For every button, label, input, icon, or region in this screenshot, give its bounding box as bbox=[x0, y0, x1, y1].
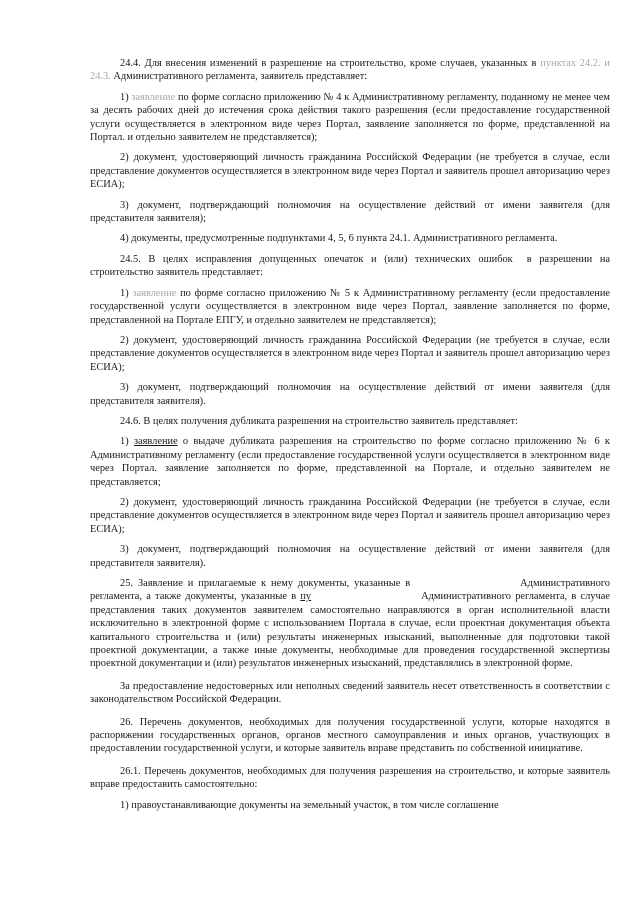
text: Административного регламента, в случае представления таких документов заявителем самостоятельно направляются в орган исполнительной власти исключительно в электронной форме с использованием Портала в случае, если проектная документация объекта капитального строительства и (или) результаты инженерных изысканий, выполненные для подготовки такой проектной документации, а также иные документы, необходимые для проведения государственной экспертизы проектной документации и (или) результатов инженерных изысканий, представлялись в электронной форме. bbox=[90, 591, 610, 670]
paragraph-24-5-item-3: 3) документ, подтверждающий полномочия на осуществление действий от имени заявителя (для представителя заявителя). bbox=[90, 382, 610, 407]
paragraph-24-6: 24.6. В целях получения дубликата разрешения на строительство заявитель представляет: bbox=[120, 415, 518, 427]
paragraph-24-5-item-2: 2) документ, удостоверяющий личность гражданина Российской Федерации (не требуется в случае, если представление документов осуществляется в электронном виде через Портал и заявитель прошел авторизацию через ЕСИА); bbox=[90, 334, 610, 373]
application-link[interactable]: заявление bbox=[132, 287, 177, 299]
paragraph-24-6-item-3: 3) документ, подтверждающий полномочия на осуществление действий от имени заявителя (для представителя заявителя). bbox=[90, 544, 610, 569]
paragraph-24-5-item-1 bbox=[90, 287, 610, 327]
reference-link[interactable]: пунктах 24.2. и 24.3. bbox=[90, 58, 610, 83]
text: 25. Заявление и прилагаемые к нему документы, указанные в bbox=[120, 578, 411, 589]
paragraph-26-1-item-1: 1) правоустанавливающие документы на земельный участок, в том числе соглашение bbox=[120, 799, 499, 811]
paragraph-24-6-item-2: 2) документ, удостоверяющий личность гражданина Российской Федерации (не требуется в случае, если представление документов осуществляется в электронном виде через Портал и заявитель прошел авторизацию через ЕСИА); bbox=[90, 496, 610, 535]
paragraph-24-4-item-1 bbox=[90, 91, 610, 145]
text: по форме согласно приложению № 5 к Административному регламенту (если предоставление государственной услуги осуществляется в электронном виде через Портал, заявление заполняется по форме, представленной на Портале ЕПГУ, и отдельно заявителем не представляется); bbox=[90, 287, 610, 326]
paragraph-24-6-item-1 bbox=[90, 435, 610, 489]
text: 1) bbox=[120, 436, 134, 448]
text: Административного регламента, заявитель представляет: bbox=[110, 71, 368, 83]
paragraph-responsibility: За предоставление недостоверных или неполных сведений заявитель несет ответственность в соответствии с законодательством Российской Федерации. bbox=[90, 680, 610, 706]
paragraph-24-4-item-3: 3) документ, подтверждающий полномочия на осуществление действий от имени заявителя (для представителя заявителя); bbox=[90, 199, 610, 225]
paragraph-25 bbox=[90, 577, 610, 671]
application-link[interactable]: заявление bbox=[131, 91, 176, 103]
paragraph-26-1: 26.1. Перечень документов, необходимых для получения разрешения на строительство, и которые заявитель вправе предоставить самостоятельно: bbox=[90, 765, 610, 791]
text: по форме согласно приложению № 4 к Административному регламенту, поданному не менее чем за десять рабочих дней до истечения срока действия такого разрешения (если предоставление государственной услуги осуществляется в электронном виде через Портал, заявление заполняется по форме, представленной на Портал. и отдельно заявителем не представляется); bbox=[90, 91, 610, 144]
text: 1) bbox=[120, 287, 133, 299]
text: 24.4. Для внесения изменений в разрешение на строительство, кроме случаев, указанных в bbox=[120, 58, 541, 69]
text: в разрешении на строительство заявитель представляет: bbox=[90, 253, 610, 279]
text: 1) bbox=[120, 91, 132, 103]
paragraph-24-4-item-4: 4) документы, предусмотренные подпунктами 4, 5, 6 пункта 24.1. Административного регламента. bbox=[120, 233, 558, 245]
paragraph-24-4-item-2: 2) документ, удостоверяющий личность гражданина Российской Федерации (не требуется в случае, если представление документов осуществляется в электронном виде через Портал и заявитель прошел авторизацию через ЕСИА); bbox=[90, 152, 610, 191]
reference-link[interactable]: пу bbox=[300, 591, 312, 603]
text: о выдаче дубликата разрешения на строительство по форме согласно приложению № 6 к Административному регламенту (если предоставление государственной услуги осуществляется в электронном виде через Портал. заявление заполняется по форме, представленной на Портале, и отдельно заявителем не представляется; bbox=[90, 436, 610, 488]
paragraph-24-5 bbox=[90, 253, 610, 280]
text: 24.5. В целях исправления допущенных опечаток и (или) технических ошибок bbox=[120, 253, 513, 265]
paragraph-24-4 bbox=[90, 57, 610, 84]
application-link[interactable]: заявление bbox=[133, 436, 178, 448]
paragraph-26: 26. Перечень документов, необходимых для получения государственной услуги, которые находятся в распоряжении государственных органов, органов местного самоуправления и иных органов, участвующих в предоставлении государственной услуги, и которые заявитель вправе представить по собственной инициативе. bbox=[90, 716, 610, 755]
text: Административного регламента, а также документы, указанные в bbox=[90, 578, 610, 603]
